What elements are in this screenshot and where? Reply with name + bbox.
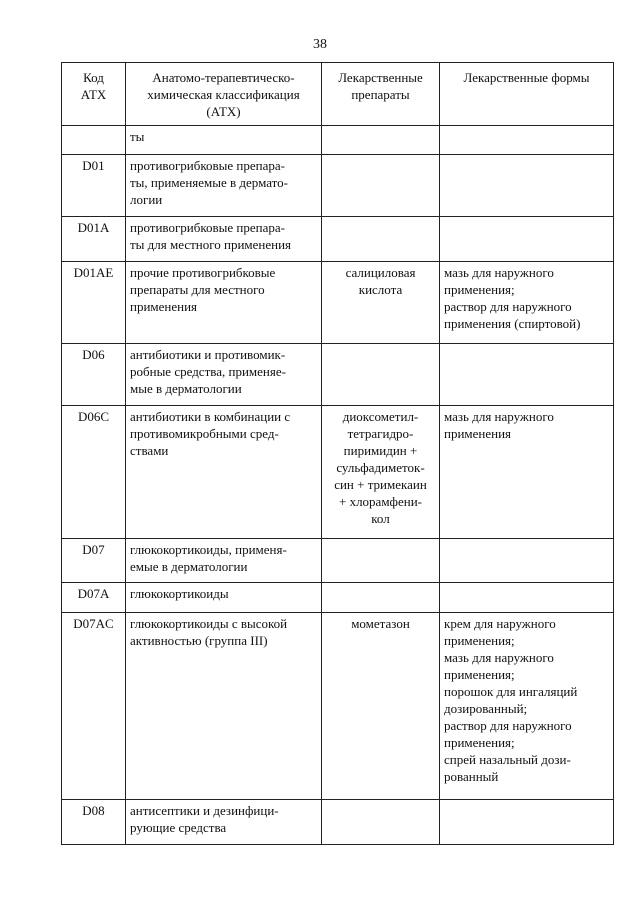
cell-classification: ты [126,126,322,155]
cell-forms [440,583,614,613]
cell-drug [322,126,440,155]
cell-code: D01AE [62,262,126,344]
cell-forms: мазь для наружного применения; раствор для наружного применения (спиртовой) [440,262,614,344]
cell-forms [440,126,614,155]
cell-code: D07A [62,583,126,613]
cell-code: D08 [62,800,126,845]
cell-classification: антибиотики и противомик- робные средства, применяе- мые в дерматологии [126,344,322,406]
table-row [62,155,614,217]
table-row [62,126,614,155]
table-header-row [62,63,614,126]
cell-code: D06 [62,344,126,406]
table-row [62,344,614,406]
cell-drug [322,800,440,845]
cell-drug: салициловая кислота [322,262,440,344]
cell-drug [322,583,440,613]
cell-classification: глюкокортикоиды с высокой активностью (группа III) [126,613,322,800]
header-code: Код АТХ [62,63,126,126]
cell-code: D01A [62,217,126,262]
cell-drug: диоксометил- тетрагидро- пиримидин + сульфадиметок- син + тримекаин + хлорамфени- кол [322,406,440,539]
cell-forms: крем для наружного применения; мазь для наружного применения; порошок для ингаляций дозированный; раствор для наружного применения; спрей назальный дози- рованный [440,613,614,800]
cell-drug [322,217,440,262]
atx-table [61,62,614,845]
table-row [62,613,614,800]
cell-code [62,126,126,155]
cell-code: D07 [62,539,126,583]
cell-drug [322,344,440,406]
cell-code: D06C [62,406,126,539]
cell-drug: мометазон [322,613,440,800]
cell-classification: глюкокортикоиды [126,583,322,613]
header-forms: Лекарственные формы [440,63,614,126]
table-row [62,800,614,845]
cell-classification: противогрибковые препара- ты, применяемые в дермато- логии [126,155,322,217]
cell-code: D07AC [62,613,126,800]
header-classification: Анатомо-терапевтическо- химическая классификация (АТХ) [126,63,322,126]
cell-drug [322,155,440,217]
table-row [62,583,614,613]
cell-code: D01 [62,155,126,217]
table-row [62,262,614,344]
cell-forms [440,539,614,583]
cell-forms: мазь для наружного применения [440,406,614,539]
cell-classification: прочие противогрибковые препараты для местного применения [126,262,322,344]
cell-classification: глюкокортикоиды, применя- емые в дерматологии [126,539,322,583]
cell-classification: антибиотики в комбинации с противомикробными сред- ствами [126,406,322,539]
table-row [62,406,614,539]
cell-drug [322,539,440,583]
cell-forms [440,800,614,845]
cell-forms [440,155,614,217]
cell-forms [440,344,614,406]
header-drugs: Лекарственные препараты [322,63,440,126]
cell-forms [440,217,614,262]
table-row [62,539,614,583]
page-number: 38 [313,37,327,52]
cell-classification: антисептики и дезинфици- рующие средства [126,800,322,845]
table-row [62,217,614,262]
cell-classification: противогрибковые препара- ты для местного применения [126,217,322,262]
